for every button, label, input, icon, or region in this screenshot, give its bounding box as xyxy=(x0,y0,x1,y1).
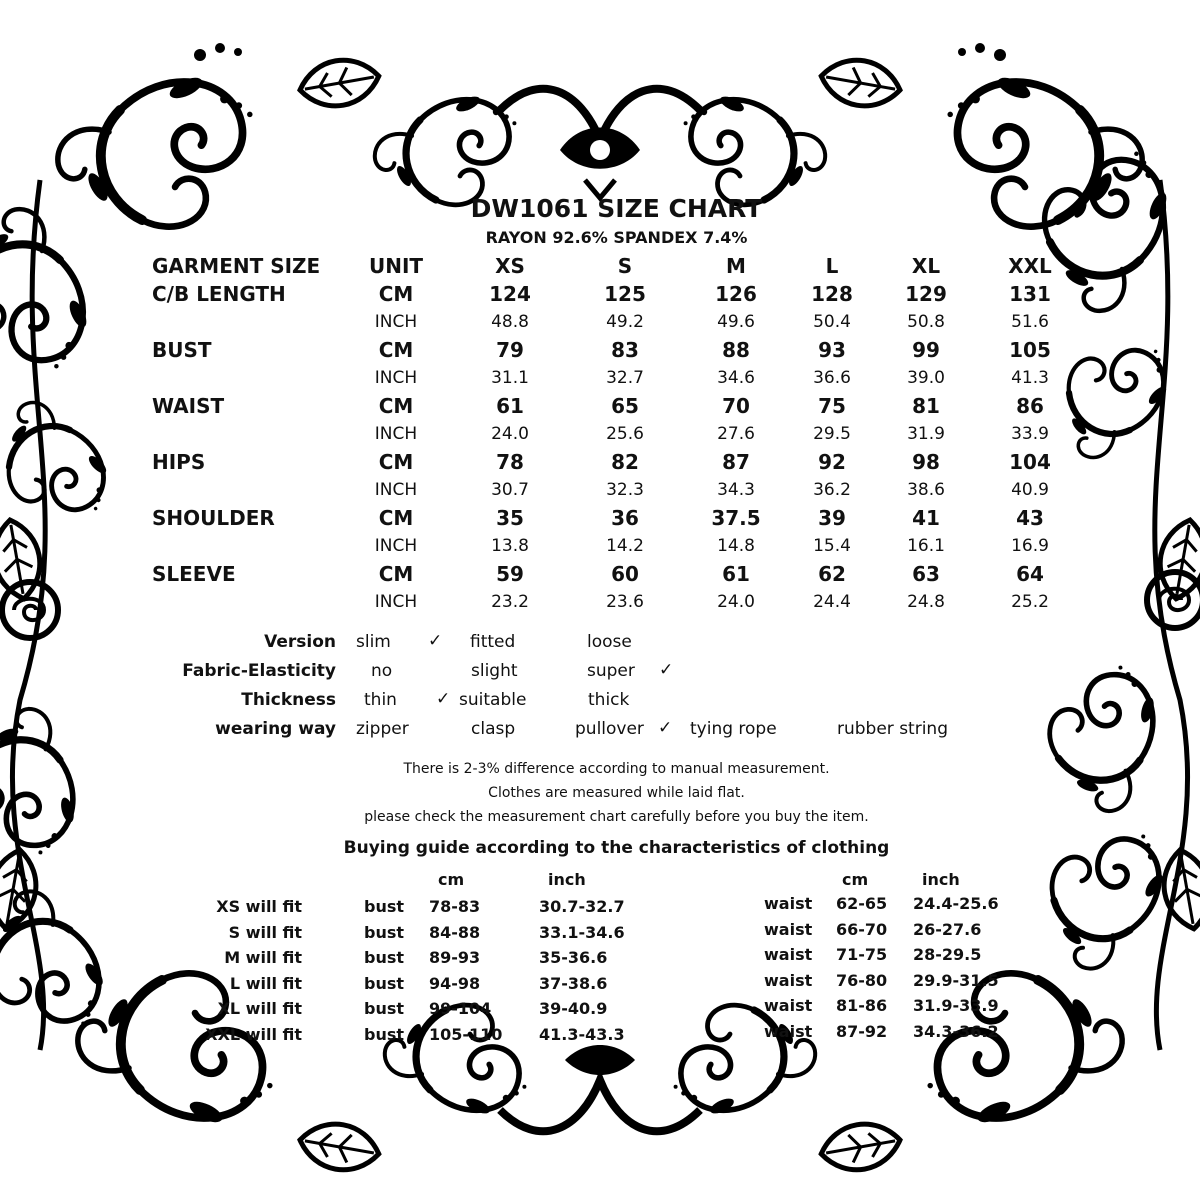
fit-label: M will fit xyxy=(224,948,302,968)
waist-label: waist xyxy=(764,970,813,990)
inch-value: 36.2 xyxy=(813,480,851,500)
inch-value: 31.1 xyxy=(491,368,529,388)
option-label: Version xyxy=(264,632,336,652)
inch-value: 24.4 xyxy=(813,592,851,612)
inch-value: 31.9 xyxy=(907,424,945,444)
waist-label: waist xyxy=(764,1022,813,1041)
check-mark-icon: ✓ xyxy=(659,660,674,680)
unit-inch: INCH xyxy=(374,312,418,332)
garment-size-header: GARMENT SIZE xyxy=(152,254,321,278)
option-choice: loose xyxy=(587,632,632,652)
inch-value: 38.6 xyxy=(907,480,945,500)
bust-label: bust xyxy=(364,922,405,942)
inch-value: 32.7 xyxy=(606,368,644,388)
inch-value: 15.4 xyxy=(813,536,851,556)
inch-value: 49.2 xyxy=(606,312,644,332)
option-choice: no xyxy=(371,661,393,681)
cm-value: 78 xyxy=(496,450,524,474)
size-header-s: S xyxy=(617,254,633,278)
cm-value: 70 xyxy=(722,394,750,418)
option-choice: pullover xyxy=(575,719,644,739)
unit-inch: INCH xyxy=(374,480,418,500)
check-mark-icon: ✓ xyxy=(436,689,451,709)
waist-label: waist xyxy=(764,945,813,965)
fit-label: XS will fit xyxy=(216,897,302,916)
cm-value: 86 xyxy=(1016,394,1044,418)
inch-value: 36.6 xyxy=(813,368,851,388)
bust-cm-range: 105-110 xyxy=(429,1025,503,1044)
cm-value: 128 xyxy=(811,282,853,306)
unit-inch: INCH xyxy=(374,536,418,556)
cm-value: 126 xyxy=(715,282,757,306)
bust-cm-range: 78-83 xyxy=(429,897,481,916)
cm-value: 105 xyxy=(1009,338,1051,362)
cm-value: 43 xyxy=(1016,506,1044,530)
fit-label: XL will fit xyxy=(217,999,302,1019)
inch-value: 34.3 xyxy=(717,480,755,500)
cm-value: 37.5 xyxy=(711,506,761,530)
inch-value: 51.6 xyxy=(1011,312,1049,332)
inch-value: 16.1 xyxy=(907,536,945,556)
cm-value: 64 xyxy=(1016,562,1044,586)
cm-value: 39 xyxy=(818,506,846,530)
note-line: please check the measurement chart carefully before you buy the item. xyxy=(364,809,869,825)
cm-value: 125 xyxy=(604,282,646,306)
cm-value: 87 xyxy=(722,450,750,474)
bust-inch-range: 37-38.6 xyxy=(539,973,608,993)
cm-value: 82 xyxy=(611,450,639,474)
inch-value: 48.8 xyxy=(491,312,529,332)
cm-value: 104 xyxy=(1009,450,1051,474)
note-line: There is 2-3% difference according to manual measurement. xyxy=(403,761,830,777)
inch-value: 27.6 xyxy=(717,424,755,444)
waist-inch-range: 28-29.5 xyxy=(913,945,982,965)
cm-value: 65 xyxy=(611,394,639,418)
inch-value: 16.9 xyxy=(1011,536,1049,556)
fit-label: S will fit xyxy=(228,922,302,942)
inch-value: 29.5 xyxy=(813,424,851,444)
inch-value: 13.8 xyxy=(491,536,529,556)
inch-value: 33.9 xyxy=(1011,424,1049,444)
cm-value: 92 xyxy=(818,450,846,474)
unit-inch: INCH xyxy=(374,368,418,388)
measurement-label: SHOULDER xyxy=(152,506,275,530)
unit-inch: INCH xyxy=(374,424,418,444)
cm-value: 35 xyxy=(496,506,524,530)
unit-cm: CM xyxy=(378,338,414,362)
cm-value: 93 xyxy=(818,338,846,362)
waist-inch-range: 24.4-25.6 xyxy=(913,894,999,913)
inch-value: 23.6 xyxy=(606,592,644,612)
check-mark-icon: ✓ xyxy=(428,631,443,651)
size-header-m: M xyxy=(726,254,746,278)
unit-cm: CM xyxy=(378,562,414,586)
guide-inch-header: inch xyxy=(922,870,960,889)
waist-label: waist xyxy=(764,894,813,913)
option-choice: slim xyxy=(356,632,391,652)
option-choice: thin xyxy=(364,690,397,710)
inch-value: 50.8 xyxy=(907,312,945,332)
cm-value: 124 xyxy=(489,282,531,306)
option-label: Fabric-Elasticity xyxy=(182,661,336,681)
size-header-xl: XL xyxy=(911,254,941,278)
measurement-label: BUST xyxy=(152,338,212,362)
cm-value: 131 xyxy=(1009,282,1051,306)
cm-value: 63 xyxy=(912,562,940,586)
fabric-composition: RAYON 92.6% SPANDEX 7.4% xyxy=(485,228,748,247)
inch-value: 41.3 xyxy=(1011,368,1049,388)
waist-cm-range: 81-86 xyxy=(836,996,888,1016)
bust-label: bust xyxy=(364,948,405,968)
waist-cm-range: 87-92 xyxy=(836,1022,888,1041)
option-choice: rubber string xyxy=(837,719,948,739)
waist-cm-range: 62-65 xyxy=(836,894,888,913)
option-choice: clasp xyxy=(471,719,516,739)
unit-inch: INCH xyxy=(374,592,418,612)
cm-value: 61 xyxy=(496,394,524,418)
inch-value: 39.0 xyxy=(907,368,945,388)
guide-cm-header: cm xyxy=(438,870,465,889)
bust-inch-range: 39-40.9 xyxy=(539,999,608,1019)
cm-value: 59 xyxy=(496,562,524,586)
fit-label: L will fit xyxy=(229,973,302,993)
option-choice: super xyxy=(587,661,635,681)
inch-value: 24.0 xyxy=(717,592,755,612)
unit-header: UNIT xyxy=(368,254,424,278)
cm-value: 79 xyxy=(496,338,524,362)
inch-value: 23.2 xyxy=(491,592,529,612)
cm-value: 99 xyxy=(912,338,940,362)
inch-value: 49.6 xyxy=(717,312,755,332)
waist-inch-range: 26-27.6 xyxy=(913,919,982,939)
bust-label: bust xyxy=(364,897,405,916)
cm-value: 98 xyxy=(912,450,940,474)
waist-inch-range: 31.9-33.9 xyxy=(913,996,999,1016)
waist-cm-range: 76-80 xyxy=(836,970,888,990)
option-label: wearing way xyxy=(215,719,336,739)
cm-value: 129 xyxy=(905,282,947,306)
waist-cm-range: 71-75 xyxy=(836,945,888,965)
option-choice: fitted xyxy=(470,632,516,652)
fit-label: XXL will fit xyxy=(205,1025,302,1044)
option-choice: tying rope xyxy=(690,719,777,739)
inch-value: 25.2 xyxy=(1011,592,1049,612)
waist-inch-range: 34.3-36.2 xyxy=(913,1022,999,1041)
page-title: DW1061 SIZE CHART xyxy=(470,194,763,223)
inch-value: 40.9 xyxy=(1011,480,1049,500)
waist-label: waist xyxy=(764,919,813,939)
option-choice: thick xyxy=(588,690,630,710)
bust-cm-range: 84-88 xyxy=(429,922,481,942)
bust-cm-range: 94-98 xyxy=(429,973,481,993)
bust-label: bust xyxy=(364,973,405,993)
option-choice: suitable xyxy=(459,690,527,710)
bust-label: bust xyxy=(364,999,405,1019)
cm-value: 75 xyxy=(818,394,846,418)
unit-cm: CM xyxy=(378,506,414,530)
bust-inch-range: 35-36.6 xyxy=(539,948,608,968)
inch-value: 14.2 xyxy=(606,536,644,556)
inch-value: 32.3 xyxy=(606,480,644,500)
guide-inch-header: inch xyxy=(548,870,586,889)
cm-value: 88 xyxy=(722,338,750,362)
unit-cm: CM xyxy=(378,450,414,474)
inch-value: 30.7 xyxy=(491,480,529,500)
cm-value: 62 xyxy=(818,562,846,586)
cm-value: 36 xyxy=(611,506,639,530)
inch-value: 34.6 xyxy=(717,368,755,388)
cm-value: 60 xyxy=(611,562,639,586)
bust-label: bust xyxy=(364,1025,405,1044)
bust-cm-range: 99-104 xyxy=(429,999,492,1019)
cm-value: 41 xyxy=(912,506,940,530)
cm-value: 61 xyxy=(722,562,750,586)
option-choice: zipper xyxy=(356,719,409,739)
size-header-xxl: XXL xyxy=(1008,254,1052,278)
inch-value: 14.8 xyxy=(717,536,755,556)
waist-cm-range: 66-70 xyxy=(836,919,888,939)
check-mark-icon: ✓ xyxy=(658,718,673,738)
buying-guide-title: Buying guide according to the characteristics of clothing xyxy=(343,838,890,858)
inch-value: 50.4 xyxy=(813,312,851,332)
unit-cm: CM xyxy=(378,282,414,306)
note-line: Clothes are measured while laid flat. xyxy=(488,785,745,801)
option-choice: slight xyxy=(471,661,518,681)
unit-cm: CM xyxy=(378,394,414,418)
waist-inch-range: 29.9-31.5 xyxy=(913,970,999,990)
option-label: Thickness xyxy=(241,690,336,710)
guide-cm-header: cm xyxy=(842,870,869,889)
size-header-l: L xyxy=(825,254,839,278)
waist-label: waist xyxy=(764,996,813,1016)
measurement-label: SLEEVE xyxy=(152,562,236,586)
cm-value: 83 xyxy=(611,338,639,362)
cm-value: 81 xyxy=(912,394,940,418)
inch-value: 24.0 xyxy=(491,424,529,444)
bust-inch-range: 41.3-43.3 xyxy=(539,1025,625,1044)
bust-inch-range: 30.7-32.7 xyxy=(539,897,625,916)
inch-value: 25.6 xyxy=(606,424,644,444)
measurement-label: HIPS xyxy=(152,450,206,474)
size-header-xs: XS xyxy=(495,254,525,278)
measurement-label: WAIST xyxy=(152,394,225,418)
measurement-label: C/B LENGTH xyxy=(152,282,286,306)
inch-value: 24.8 xyxy=(907,592,945,612)
bust-cm-range: 89-93 xyxy=(429,948,481,968)
bust-inch-range: 33.1-34.6 xyxy=(539,922,625,942)
